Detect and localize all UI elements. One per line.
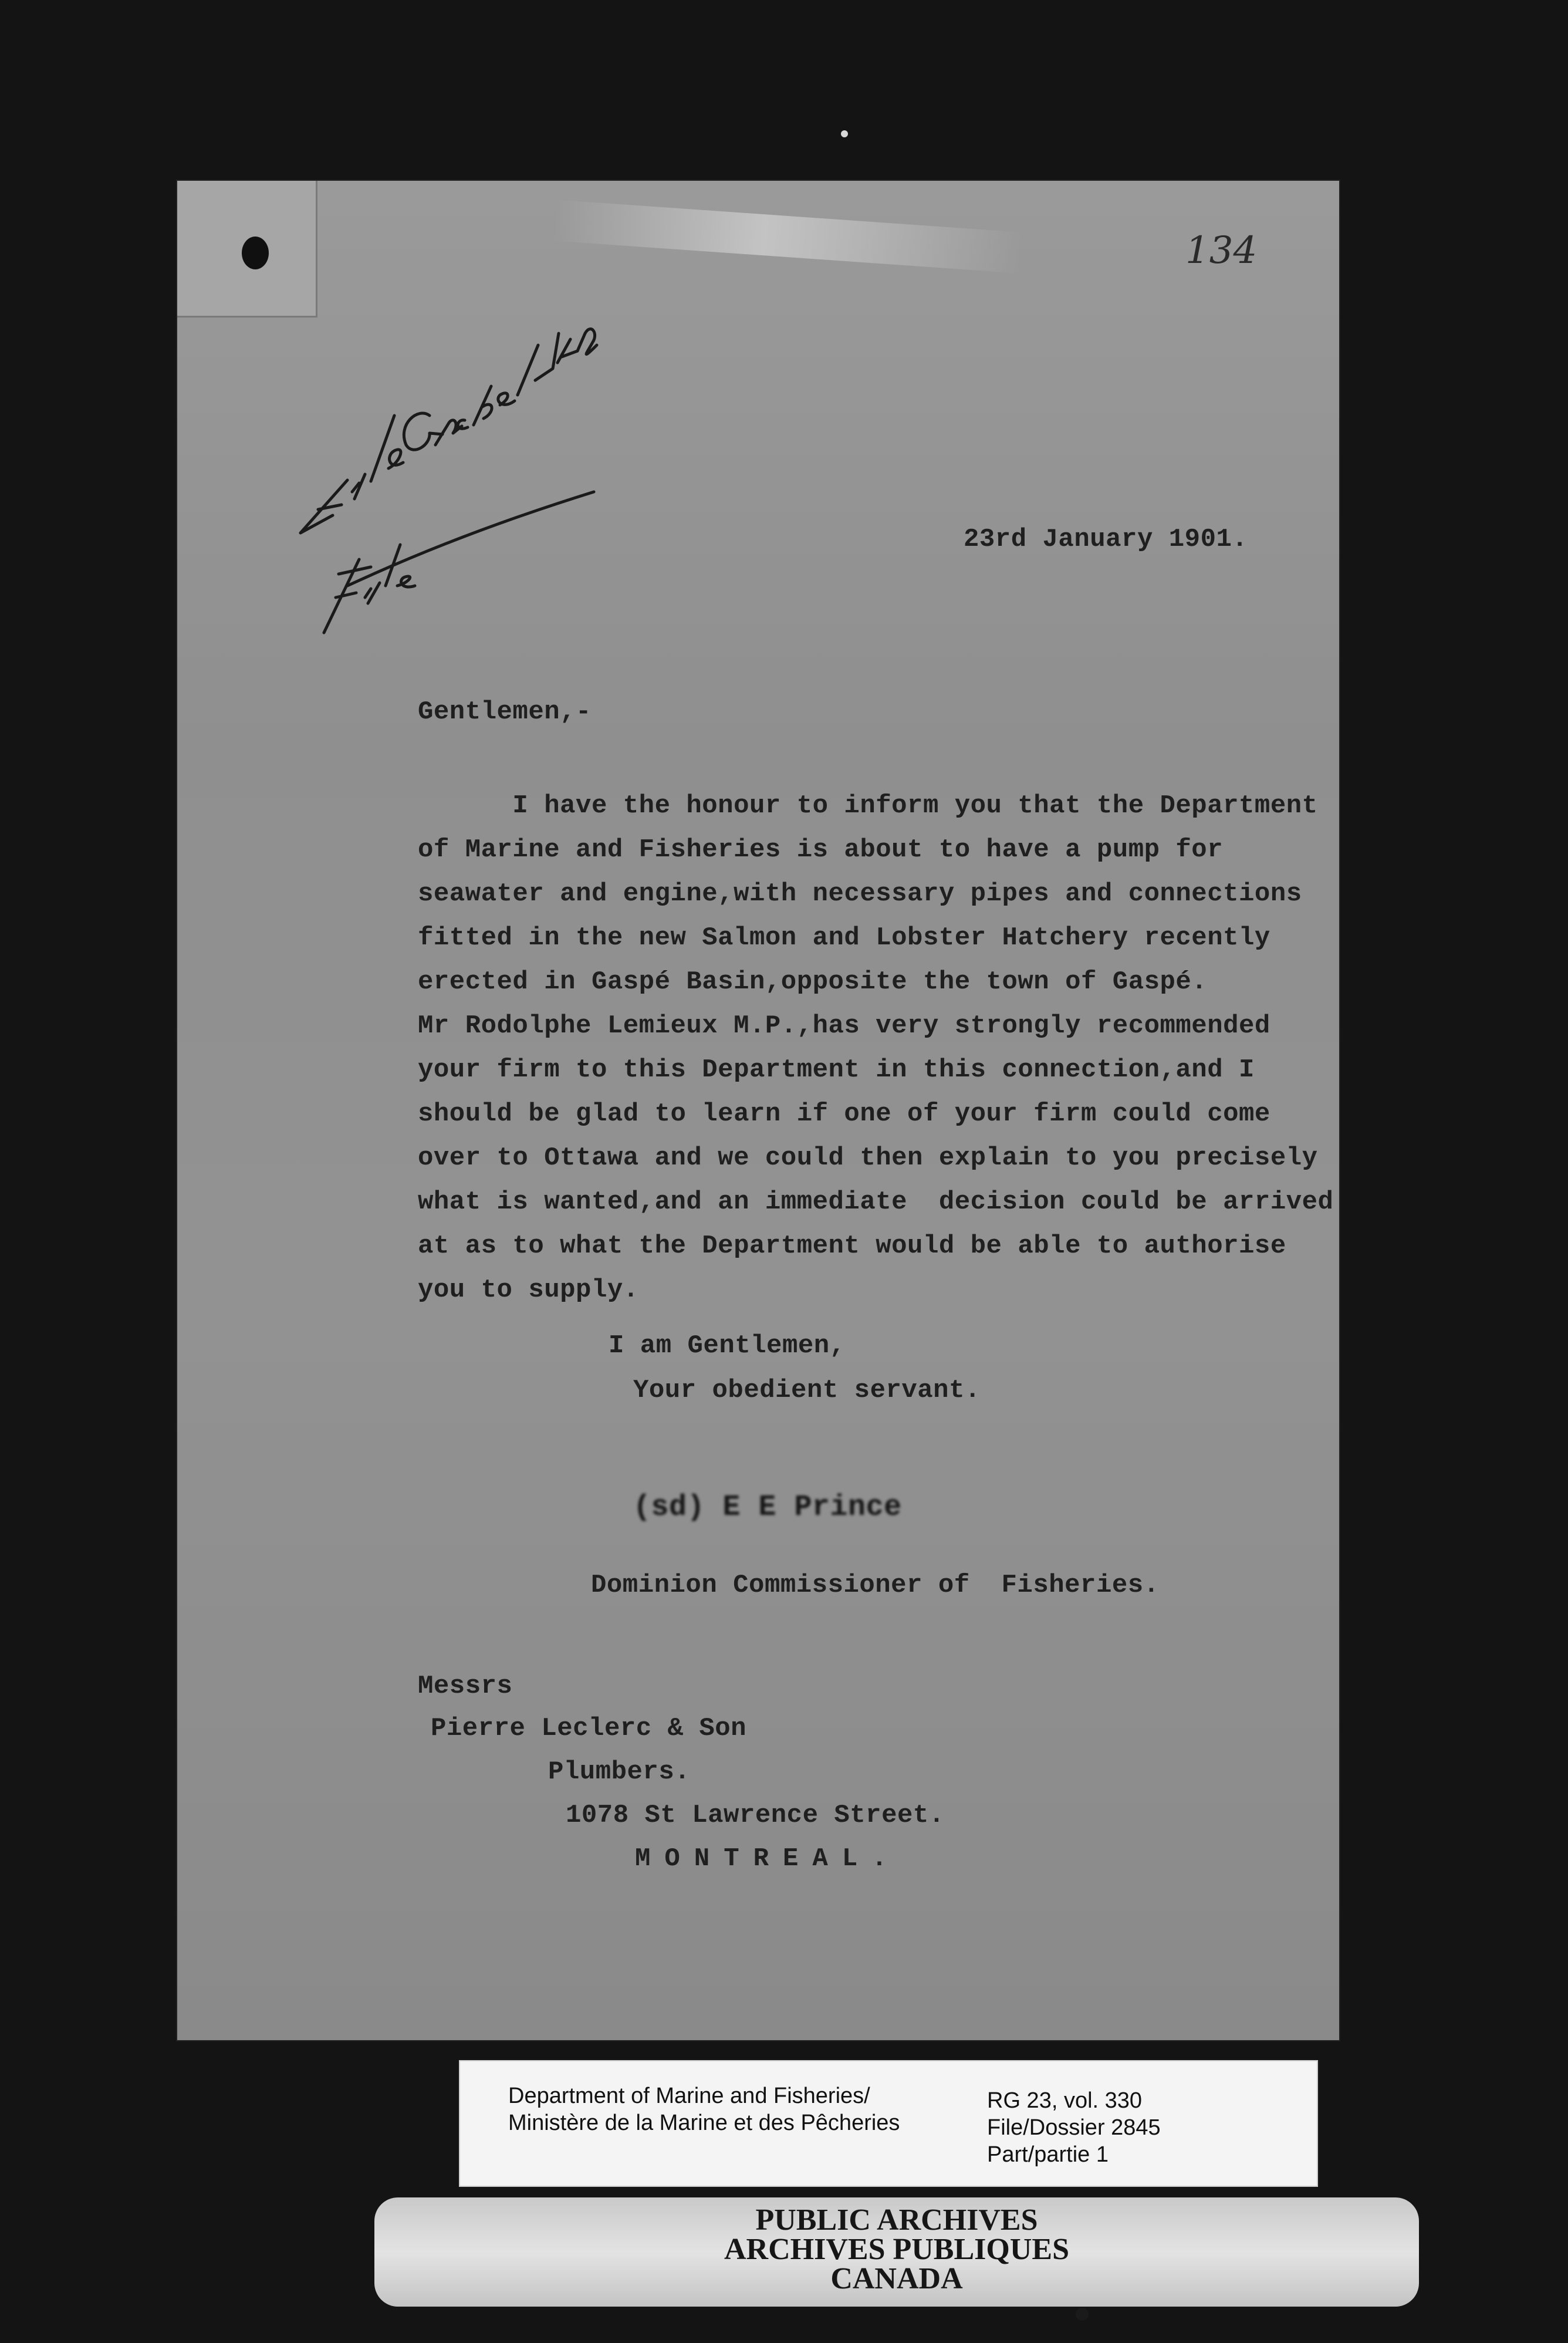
letter-date: 23rd January 1901. (964, 525, 1248, 554)
public-archives-strip (374, 2197, 1419, 2307)
folio-number: 134 (1185, 229, 1258, 272)
department-french: Ministère de la Marine et des Pêcheries (508, 2111, 900, 2135)
body-line: Mr Rodolphe Lemieux M.P.,has very strongly recommended (418, 1011, 1270, 1041)
signature: (sd) E E Prince (633, 1491, 902, 1524)
handwritten-file-note (277, 269, 606, 644)
file-number: File/Dossier 2845 (987, 2115, 1161, 2140)
addressee-name: Pierre Leclerc & Son (431, 1714, 747, 1743)
body-line: I have the honour to inform you that the Department (418, 791, 1318, 821)
letter-closing-2: Your obedient servant. (633, 1376, 981, 1405)
record-group: RG 23, vol. 330 (987, 2088, 1143, 2113)
body-line: your firm to this Department in this connection,and I (418, 1055, 1255, 1085)
department-english: Department of Marine and Fisheries/ (508, 2084, 870, 2108)
addressee-occupation: Plumbers. (548, 1757, 691, 1787)
archive-title-country: CANADA (830, 2262, 963, 2295)
film-glare (552, 200, 1023, 274)
archive-title-fr: ARCHIVES PUBLIQUES (724, 2233, 1070, 2266)
film-dust-speck (841, 130, 848, 137)
addressee-line-1: Messrs (418, 1672, 513, 1701)
film-dust-speck-lower (1076, 2308, 1089, 2321)
department-names (508, 2082, 900, 2136)
file-reference (987, 2087, 1161, 2168)
letter-page (177, 181, 1339, 2040)
addressee-city: MONTREAL. (635, 1844, 901, 1873)
letter-closing-1: I am Gentlemen, (609, 1331, 846, 1360)
body-line: fitted in the new Salmon and Lobster Hatchery recently (418, 923, 1270, 953)
body-line: you to supply. (418, 1275, 639, 1305)
archive-title-en: PUBLIC ARCHIVES (755, 2203, 1038, 2237)
body-line: erected in Gaspé Basin,opposite the town of Gaspé. (418, 967, 1208, 997)
signature-title: Dominion Commissioner of Fisheries. (591, 1571, 1160, 1600)
punch-hole (242, 237, 269, 269)
body-line: at as to what the Department would be able to authorise (418, 1231, 1286, 1261)
archive-title (374, 2203, 1419, 2295)
archive-reference-card (459, 2060, 1318, 2187)
addressee-street: 1078 St Lawrence Street. (566, 1801, 945, 1830)
body-line: seawater and engine,with necessary pipes and connections (418, 879, 1302, 909)
body-line: over to Ottawa and we could then explain to you precisely (418, 1143, 1318, 1173)
letter-salutation: Gentlemen,- (418, 697, 592, 727)
part-number: Part/partie 1 (987, 2142, 1109, 2167)
body-line: of Marine and Fisheries is about to have a pump for (418, 835, 1224, 865)
body-line: should be glad to learn if one of your firm could come (418, 1099, 1270, 1129)
body-line: what is wanted,and an immediate decision could be arrived (418, 1187, 1334, 1217)
